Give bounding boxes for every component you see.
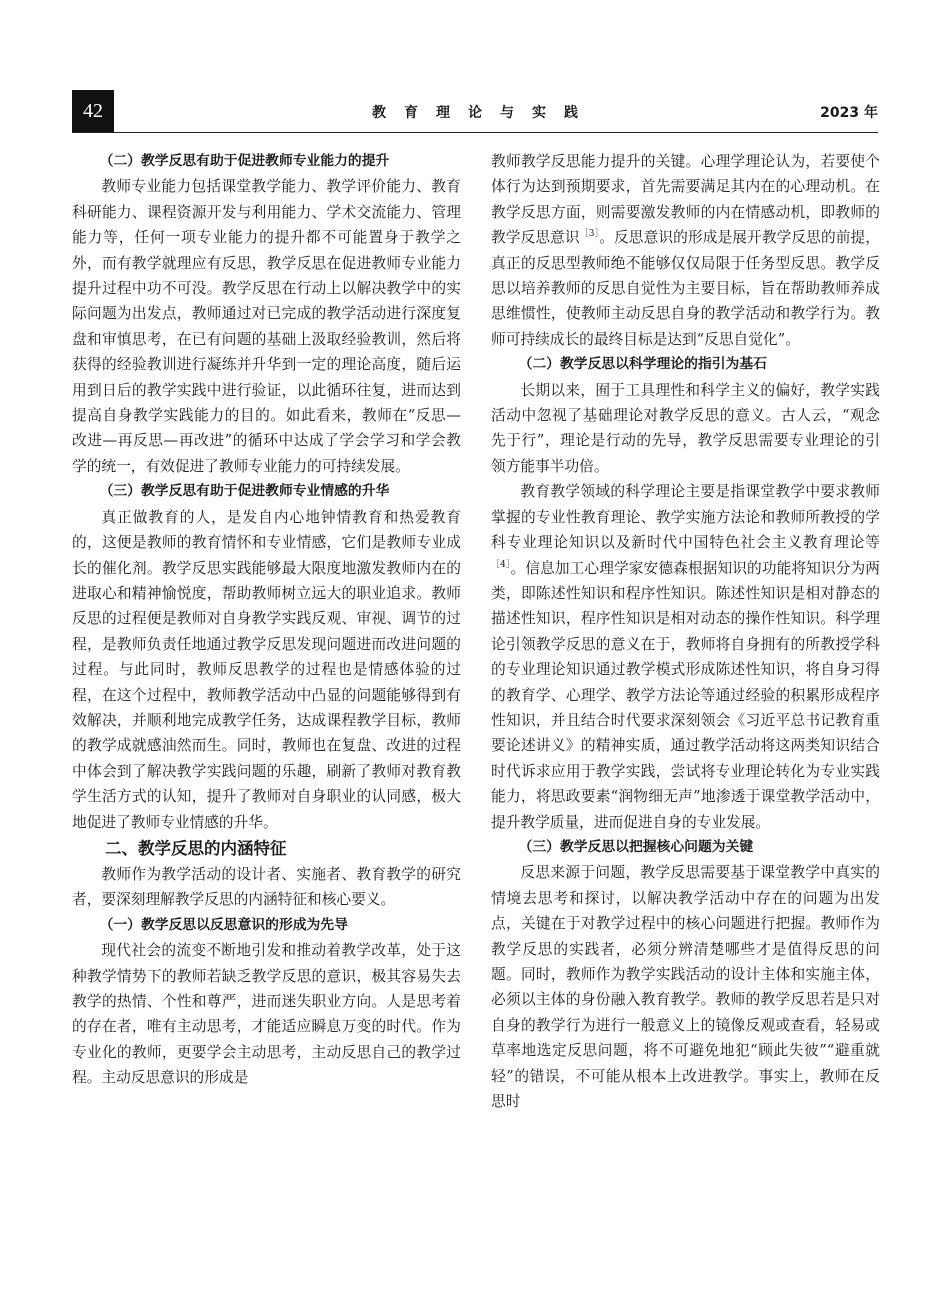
paragraph-continued (491, 149, 880, 352)
paragraph: 教师作为教学活动的设计者、实施者、教育教学的研究者，要深刻理解教学反思的内涵特征和核心要义。 (72, 865, 461, 909)
section-heading: （二）教学反思以科学理论的指引为基石 (518, 356, 767, 373)
left-column (72, 149, 461, 1091)
header-rule (72, 132, 878, 133)
text-run: 。信息加工心理学家安德森根据知识的功能将知识分为两类，即陈述性知识和程序性知识。陈述性知识是相对静态的描述性知识，程序性知识是相对动态的操作性知识。科学理论引领教学反思的意义在于，教师将自身拥有的所教授学科的专业理论知识通过教学模式形成陈述性知识，将自身习得的教育学、心理学、教学方法论等通过经验的积累形成程序性知识，并且结合时代要求深刻领会《习近平总书记教育重要论述讲义》的精神实质，通过教学活动将这两类知识结合时代诉求应用于教学实践，尝试将专业理论转化为专业实践能力，将思政要素“润物细无声”地渗透于课堂教学活动中，提升教学质量，进而促进自身的专业发展。 (491, 559, 880, 831)
paragraph (491, 479, 880, 835)
paragraph: 真正做教育的人，是发自内心地钟情教育和热爱教育的，这便是教师的教育情怀和专业情感，它们是教师专业成长的催化剂。教学反思实践能够最大限度地激发教师内在的进取心和精神愉悦度，帮助教师树立远大的职业追求。教师反思的过程便是教师对自身教学实践反观、审视、调节的过程，是教师负责任地通过教学反思发现问题进而改进问题的过程。与此同时，教师反思教学的过程也是情感体验的过程，在这个过程中，教师教学活动中凸显的问题能够得到有效解决，并顺利地完成教学任务，达成课程教学目标，教师的教学成就感油然而生。同时，教师也在复盘、改进的过程中体会到了解决教学实践问题的乐趣，刷新了教师对教育教学生活方式的认知，提升了教师对自身职业的认同感，极大地促进了教师专业情感的升华。 (72, 508, 461, 831)
paragraph: 长期以来，囿于工具理性和科学主义的偏好，教学实践活动中忽视了基础理论对教学反思的意义。古人云，“观念先于行”，理论是行动的先导，教学反思需要专业理论的引领方能事半功倍。 (491, 381, 880, 475)
section-heading: （一）教学反思以反思意识的形成为先导 (99, 916, 348, 933)
page-header (72, 90, 878, 132)
page-number: 42 (72, 90, 114, 132)
text-run: 教师教学反思能力提升的关键。心理学理论认为，若要使个体行为达到预期要求，首先需要满足其内在的心理动机。在教学反思方面，则需要激发教师的内在情感动机，即教师的教学反思意识 (491, 153, 880, 247)
section-heading: （三）教学反思以把握核心问题为关键 (518, 838, 754, 855)
paragraph: 反思来源于问题，教学反思需要基于课堂教学中真实的情境去思考和探讨，以解决教学活动中存在的问题为出发点，关键在于对教学过程中的核心问题进行把握。教师作为教学反思的实践者，必须分辨清楚哪些才是值得反思的问题。同时，教师作为教学实践活动的设计主体和实施主体，必须以主体的身份融入教育教学。教师的教学反思若是只对自身的教学行为进行一般意义上的镜像反观或查看，轻易或草率地选定反思问题，将不可避免地犯“顾此失彼”“避重就轻”的错误，不可能从根本上改进教学。事实上，教师在反思时 (491, 864, 880, 1111)
part-heading: 二、教学反思的内涵特征 (105, 838, 287, 858)
citation-ref: ［4］ (491, 559, 511, 570)
section-heading: （二）教学反思有助于促进教师专业能力的提升 (99, 153, 390, 169)
section-heading: （三）教学反思有助于促进教师专业情感的升华 (99, 483, 390, 500)
publication-year: 2023 年 (820, 105, 878, 121)
text-run: 教育教学领域的科学理论主要是指课堂教学中要求教师掌握的专业性教育理论、教学实施方法论和教师所教授的学科专业理论知识以及新时代中国特色社会主义教育理论等 (491, 483, 880, 552)
citation-ref: ［3］ (579, 229, 600, 240)
text-run: 。反思意识的形成是展开教学反思的前提，真正的反思型教师绝不能够仅仅局限于任务型反思。教学反思以培养教师的反思自觉性为主要目标，旨在帮助教师养成思维惯性，使教师主动反思自身的教学活动和教学行为。教师可持续成长的最终目标是达到“反思自觉化”。 (491, 229, 880, 348)
paragraph: 教师专业能力包括课堂教学能力、教学评价能力、教育科研能力、课程资源开发与利用能力、学术交流能力、管理能力等，任何一项专业能力的提升都不可能置身于教学之外，而有教学就理应有反思，教学反思在促进教师专业能力提升过程中功不可没。教学反思在行动上以解决教学中的实际问题为出发点，教师通过对已完成的教学活动进行深度复盘和审慎思考，在已有问题的基础上汲取经验教训，然后将获得的经验教训进行凝练并升华到一定的理论高度，随后运用到日后的教学实践中进行验证，以此循环往复，进而达到提高自身教学实践能力的目的。如此看来，教师在“反思—改进—再反思—再改进”的循环中达成了学会学习和学会教学的统一，有效促进了教师专业能力的可持续发展。 (72, 178, 461, 475)
paragraph: 现代社会的流变不断地引发和推动着教学改革，处于这种教学情势下的教师若缺乏教学反思的意识，极其容易失去教学的热情、个性和尊严，进而迷失职业方向。人是思考着的存在者，唯有主动思考，才能适应瞬息万变的时代。作为专业化的教师，更要学会主动思考，主动反思自己的教学过程。主动反思意识的形成是 (72, 942, 461, 1087)
right-column (491, 149, 880, 1114)
journal-title: 教育理论与实践 (372, 105, 596, 121)
